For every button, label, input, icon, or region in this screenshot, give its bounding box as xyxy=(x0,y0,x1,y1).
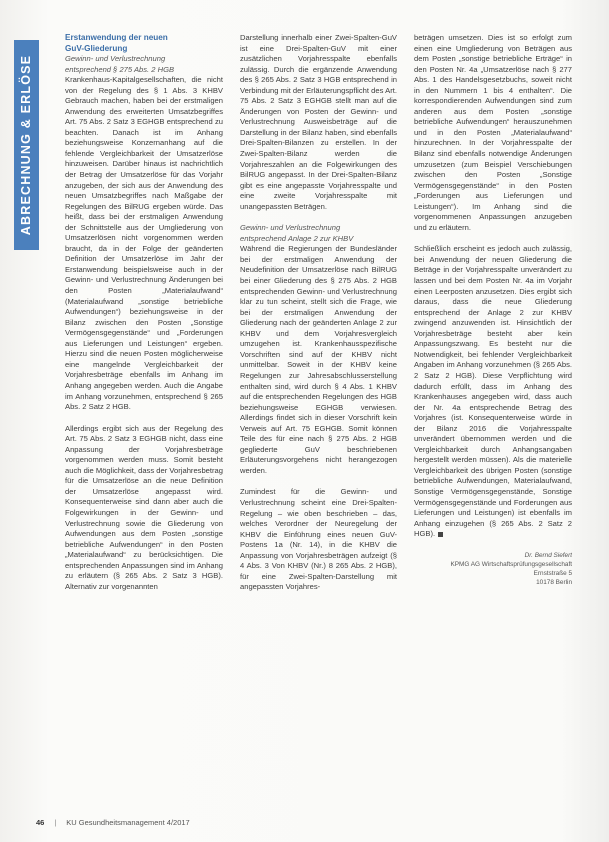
publication-name: KU Gesundheitsmanagement 4/2017 xyxy=(66,818,190,827)
page-number: 46 xyxy=(36,818,45,827)
section-subtitle-line1: Gewinn- und Verlustrechnung xyxy=(65,54,166,63)
author-block xyxy=(414,551,572,587)
column2-subheading xyxy=(240,223,397,244)
column2-subheading-line2: entsprechend Anlage 2 zur KHBV xyxy=(240,233,354,243)
author-name: Dr. Bernd Siefert xyxy=(524,551,572,559)
page-footer xyxy=(36,818,190,827)
column3-paragraph-1: beträgen umsetzen. Dies ist so erfolgt zum einen eine Umgliederung von Beträgen aus dem Posten „sonstige betriebliche Erträge“ in den Posten Nr. 4a „Umsatzerlöse nach § 277 Abs. 1 des Handelsgesetzbuchs, soweit nicht in den Nummern 1 bis 4 enthalten“. Die korrespondierenden Aufwendungen sind zum anderen aus dem Posten „sonstige betriebliche Aufwendungen“ herauszunehmen und in den Posten „Materialaufwand“ hinzurechnen. In der Vorjahresspalte der Bilanz sind ebenfalls notwendige Änderungen umzusetzen (zum Beispiel Verschiebungen zwischen den Posten „Sonstige Vermögensgegenstände“ in den Posten „Forderungen aus Lieferungen und Leistungen“). Im Anhang sind die vorgenommenen Anpassungen anzugeben und zu erläutern. xyxy=(414,33,572,232)
column-3 xyxy=(414,33,572,815)
author-organization: KPMG AG Wirtschaftsprüfungsgesellschaft xyxy=(450,560,572,568)
column2-subheading-line1: Gewinn- und Verlustrechnung xyxy=(240,223,341,233)
author-city: 10178 Berlin xyxy=(536,578,572,586)
author-street: Ernststraße 5 xyxy=(533,569,572,577)
section-title-line1: Erstanwendung der neuen xyxy=(65,33,168,42)
section-title xyxy=(65,33,223,54)
section-side-label: ABRECHNUNG & ERLÖSE xyxy=(19,54,33,236)
column1-paragraph-1: Krankenhaus-Kapitalgesellschaften, die nicht von der Regelung des § 1 Abs. 3 KHBV Gebrauch machen, haben bei der erstmaligen Anwendung des erweiterten Umsatzbegriffes Art. 75 Abs. 2 Satz 3 EGHGB entsprechend zu beachten. Danach ist im Anhang beziehungsweise Konzernanhang auf die fehlende Vergleichbarkeit der Umsatzerlöse hinzuweisen. Darüber hinaus ist nachrichtlich der Betrag der Umsatzerlöse für das Vorjahr anzugeben, der sich aus der Anwendung des neuen Umsatzbegriffes nach Maßgabe der Regelungen des BilRUG ergeben würde. Das heißt, dass bei der erstmaligen Anwendung der Schnittstelle aus der Umgliederung von Umsatzerlösen nicht vorgenommen werden braucht, da in der Folge der geänderten Definition der Umsatzerlöse im Jahr der Erstanwendung beispielsweise auch in der Gewinn- und Verlustrechnung Änderungen bei den Posten „Materialaufwand“ (Materialaufwand „sonstige betriebliche Aufwendungen“) beziehungsweise in der Bilanz zwischen den Posten „Sonstige Vermögensgegenstände“ und „Forderungen aus Lieferungen und Leistungen“ ergeben. Hierzu sind die neuen Posten möglicherweise eine mangelnde Vergleichbarkeit der Vorjahresbeträge ebenfalls im Anhang im Anhang angegeben werden. Auch die Angabe im Anhang vorzunehmen, entsprechend § 265 Abs. 2 Satz 2 HGB. xyxy=(65,75,223,412)
column-2 xyxy=(240,33,397,815)
column-1 xyxy=(65,33,223,815)
end-of-article-mark xyxy=(438,532,443,537)
column2-paragraph-1: Darstellung innerhalb einer Zwei-Spalten-GuV ist eine Drei-Spalten-GuV mit einer zusätzlichen Vorjahresspalte ebenfalls zulässig. Durch die ergänzende Anwendung des § 265 Abs. 2 Satz 3 HGB entsprechend in Verbindung mit der Erläuterungspflicht des Art. 75 Abs. 2 Satz 3 EGHGB stellt man auf die Änderungen von Posten der Gewinn- und Verlustrechnung Ausweisbeträge auf die Darstellung in der Bilanz haben, sind ebenfalls Drei-Spalten-Bilanzen zu erstellen. In der Zwei-Spalten-Bilanz werden die Vorjahreszahlen an die Folgewirkungen des BilRUG angepasst. In der Drei-Spalten-Bilanz gibt es eine angepasste Vorjahresspalte und eine zweite Vorjahresspalte mit unangepassten Beträgen. xyxy=(240,33,397,211)
section-subtitle xyxy=(65,54,223,75)
column2-paragraph-3: Zumindest für die Gewinn- und Verlustrechnung scheint eine Drei-Spalten-Regelung – wie oben beschrieben – das, welches Verordner der Neuregelung der KHBV die Einführung eines neuen GuV-Postens 1a (Nr. 14), in die KHBV die Anpassung von Vorjahresbeträgen aufzeigt (§ 4 Abs. 3 Von KHBV (Nr.) 8 265 Abs. 2 HGB), für eine Zwei-Spalten-Darstellung mit angepassten Vorjahres- xyxy=(240,487,397,592)
column1-paragraph-2: Allerdings ergibt sich aus der Regelung des Art. 75 Abs. 2 Satz 3 EGHGB nicht, dass eine Anpassung der Vorjahresbeträge vorgenommen werden muss. Somit besteht auch die Möglichkeit, dass der Vorjahresbetrag für die Umsatzerlöse an die neue Definition der Umsatzerlöse angepasst wird. Konsequenterweise sind dann aber auch die Folgewirkungen in der Gewinn- und Verlustrechnung sowie die Gliederung von Aufwendungen aus dem Posten „sonstige betriebliche Aufwendungen“ in den Posten „Materialaufwand“ zu berücksichtigen. Die entsprechenden Anpassungen sind im Anhang zu erläutern (§ 265 Abs. 2 Satz 3 HGB). Alternativ zur vorgenannten xyxy=(65,423,223,591)
column3-paragraph-2 xyxy=(414,244,572,539)
column3-paragraph-2-text: Schließlich erscheint es jedoch auch zulässig, bei Anwendung der neuen Gliederung die Beträge in der Vorjahresspalte unverändert zu lassen und bei dem Posten Nr. 4a im Vorjahr einen Leerposten anzusetzen. Dies ergibt sich daraus, dass die neue Gliederung entsprechend der Anlage 2 zur KHBV zwingend anzuwenden ist. Hinsichtlich der Vorjahresbeträge besteht aber kein Anpassungszwang. Es besteht nur die Notwendigkeit, bei fehlender Vergleichbarkeit Angaben im Anhang vorzunehmen (§ 265 Abs. 2 Satz 2 HGB). Diese Verpflichtung wird dadurch erfüllt, dass im Anhang des Krankenhauses angegeben wird, dass auch der Nr. 4a entsprechende Betrag des Vorjahres (ist. Konsequenterweise würde in der Bilanz 2016 die Vorjahresspalte unverändert übernommen werden und die Vergleichbarkeit durch Anhangsangaben hergestellt werden müssen). Als die materielle Vergleichbarkeit des übrigen Posten (sonstige betriebliche Aufwendungen, Materialaufwand, Sonstige Vermögensgegenstände, Sonstige Vermögensgegenstände und Forderungen aus Lieferungen und Leistungen) ist ebenfalls im Anhang einzugehen (§ 265 Abs. 2 Satz 2 HGB). xyxy=(414,244,572,539)
column2-paragraph-2: Während die Regierungen der Bundesländer bei der erstmaligen Anwendung der Neudefinition der Umsatzerlöse nach BilRUG bei einer Gliederung des § 275 Abs. 2 HGB entsprechenden Gewinn- und Verlustrechnung klar zu tun scheint, stellt sich die Frage, wie bei der erstmaligen Anwendung der Gliederung nach der geänderten Anlage 2 zur KHBV und dem Vorjahresvergleich umzugehen ist. Krankenhausspezifische Vorschriften sind auf der KHBV nicht unmittelbar. Soweit in der KHBV keine Regelungen zur Jahresabschlusserstellung enthalten sind, wird durch § 4 Abs. 1 KHBV auf die entsprechenden Regelungen des HGB beziehungsweise EGHGB verwiesen. Allerdings findet sich in dieser Vorschrift kein Verweis auf Art. 75 EGHGB. Somit können Teile des für eine nach § 275 Abs. 2 HGB gegliederte GuV beschriebenen Erläuterungsvorgehens nicht herangezogen werden. xyxy=(240,244,397,475)
section-subtitle-line2: entsprechend § 275 Abs. 2 HGB xyxy=(65,64,175,74)
section-title-line2: GuV-Gliederung xyxy=(65,43,128,53)
footer-separator: | xyxy=(54,818,57,827)
